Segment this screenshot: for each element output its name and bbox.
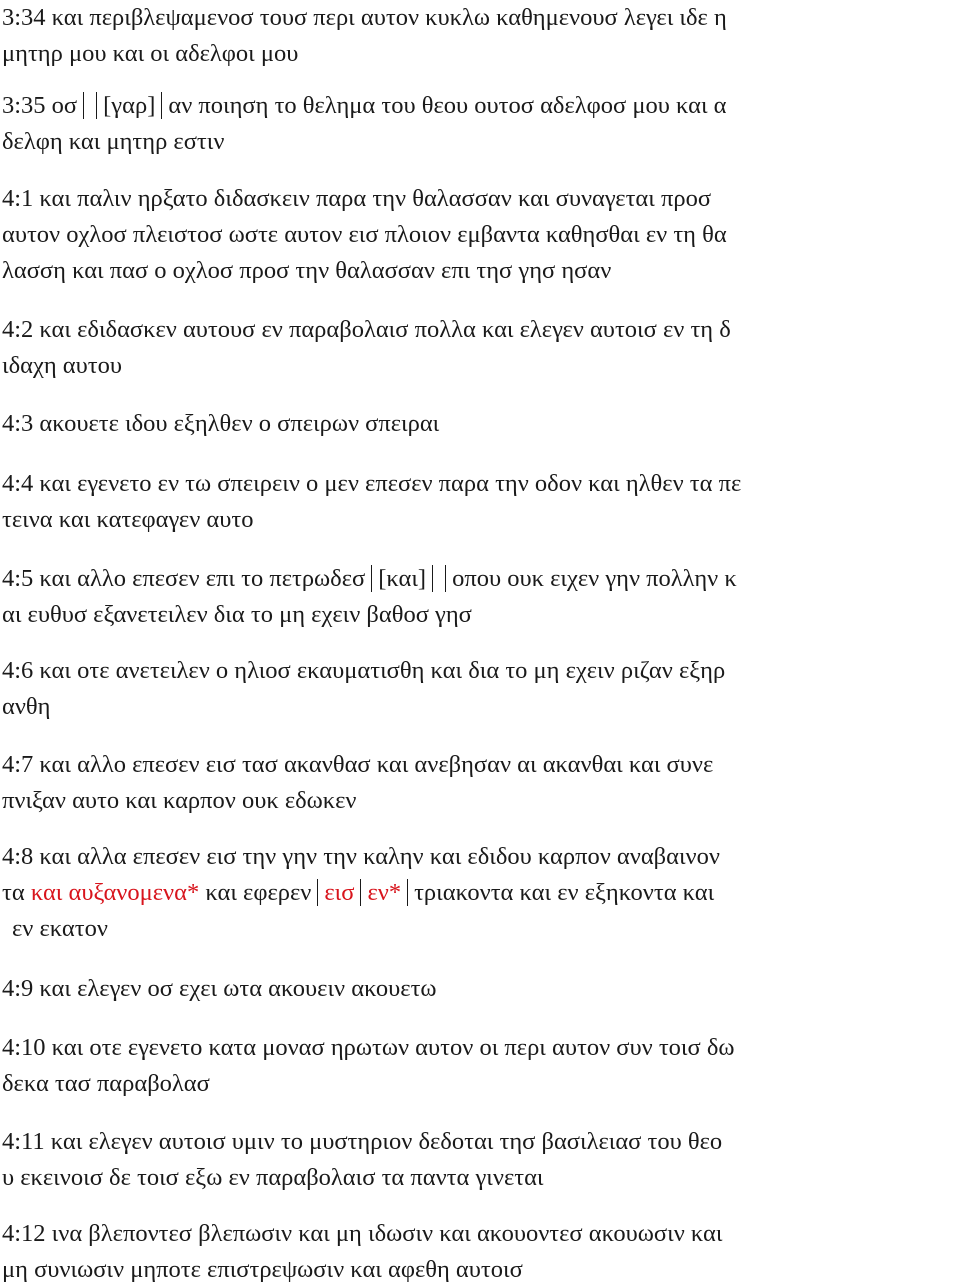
- verse-line: εν εκατον: [12, 915, 108, 942]
- verse-line: 4:12 ινα βλεποντεσ βλεπωσιν και μη ιδωσιν και ακουοντεσ ακουωσιν και: [2, 1220, 723, 1247]
- variant-reading: [και]: [378, 565, 427, 592]
- verse-line: 4:6 και οτε ανετειλεν ο ηλιοσ εκαυματισθη και δια το μη εχειν ριζαν εξηρ: [2, 657, 726, 684]
- verse-line: 4:10 και οτε εγενετο κατα μονασ ηρωτων αυτον οι περι αυτον συν τοισ δω: [2, 1034, 735, 1061]
- verse-4-5: [2, 561, 960, 633]
- verse-text: 3:35 οσ: [2, 92, 78, 119]
- verse-4-9: [2, 971, 960, 1007]
- variant-divider: [432, 565, 433, 592]
- verse-3-35: [2, 88, 960, 160]
- variant-reading: [γαρ]: [103, 92, 156, 119]
- variant-reading-red: εισ: [324, 879, 355, 906]
- verse-line: 4:8 και αλλα επεσεν εισ την γην την καλην και εδιδου καρπον αναβαινον: [2, 843, 720, 870]
- verse-4-8: [2, 839, 960, 947]
- variant-divider: [161, 92, 162, 119]
- verse-line: αυτον οχλοσ πλειστοσ ωστε αυτον εισ πλοιον εμβαντα καθησθαι εν τη θα: [2, 221, 727, 248]
- verse-4-3: [2, 406, 960, 442]
- verse-4-4: [2, 466, 960, 538]
- verse-line: 4:1 και παλιν ηρξατο διδασκειν παρα την θαλασσαν και συναγεται προσ: [2, 185, 712, 212]
- verse-line: [2, 561, 960, 597]
- verse-line: 4:9 και ελεγεν οσ εχει ωτα ακουειν ακουετω: [2, 975, 437, 1002]
- verse-text: και εφερεν: [205, 879, 312, 906]
- verse-line: αι ευθυσ εξανετειλεν δια το μη εχειν βαθοσ γησ: [2, 601, 472, 628]
- verse-3-34: [2, 0, 960, 72]
- verse-line: ανθη: [2, 693, 51, 720]
- verse-4-12: [2, 1216, 960, 1288]
- verse-text: οπου ουκ ειχεν γην πολλην κ: [452, 565, 737, 592]
- verse-line: μητηρ μου και οι αδελφοι μου: [2, 40, 299, 67]
- verse-4-1: [2, 181, 960, 289]
- variant-divider: [371, 565, 372, 592]
- verse-line: πνιξαν αυτο και καρπον ουκ εδωκεν: [2, 787, 357, 814]
- verse-4-7: [2, 747, 960, 819]
- verse-line: τεινα και κατεφαγεν αυτο: [2, 506, 254, 533]
- verse-line: ιδαχη αυτου: [2, 352, 122, 379]
- verse-line: λασση και πασ ο οχλοσ προσ την θαλασσαν επι τησ γησ ησαν: [2, 257, 612, 284]
- verse-line: 4:3 ακουετε ιδου εξηλθεν ο σπειρων σπειραι: [2, 410, 440, 437]
- verse-line: δελφη και μητηρ εστιν: [2, 128, 225, 155]
- verse-text: τριακοντα και εν εξηκοντα και: [414, 879, 715, 906]
- verse-line: 4:4 και εγενετο εν τω σπειρειν ο μεν επεσεν παρα την οδον και ηλθεν τα πε: [2, 470, 742, 497]
- verse-line: 4:2 και εδιδασκεν αυτουσ εν παραβολαισ πολλα και ελεγεν αυτοισ εν τη δ: [2, 316, 731, 343]
- verse-4-2: [2, 312, 960, 384]
- verse-line: 4:11 και ελεγεν αυτοισ υμιν το μυστηριον δεδοται τησ βασιλειασ του θεο: [2, 1128, 723, 1155]
- verse-text: αν ποιηση το θελημα του θεου ουτοσ αδελφοσ μου και α: [168, 92, 727, 119]
- variant-divider: [317, 879, 318, 906]
- variant-reading-red: και αυξανομενα*: [30, 879, 200, 906]
- verse-4-6: [2, 653, 960, 725]
- variant-divider: [407, 879, 408, 906]
- verse-line: 4:7 και αλλο επεσεν εισ τασ ακανθασ και ανεβησαν αι ακανθαι και συνε: [2, 751, 714, 778]
- variant-divider: [96, 92, 97, 119]
- verse-line: [2, 88, 960, 124]
- verse-line: δεκα τασ παραβολασ: [2, 1070, 210, 1097]
- variant-divider: [445, 565, 446, 592]
- verse-text: 4:5 και αλλο επεσεν επι το πετρωδεσ: [2, 565, 366, 592]
- verse-4-11: [2, 1124, 960, 1196]
- variant-reading-red: εν*: [367, 879, 402, 906]
- verse-text: τα: [2, 879, 25, 906]
- verse-line: 3:34 και περιβλεψαμενοσ τουσ περι αυτον κυκλω καθημενουσ λεγει ιδε η: [2, 4, 727, 31]
- verse-line: [2, 875, 960, 911]
- variant-divider: [83, 92, 84, 119]
- verse-line: μη συνιωσιν μηποτε επιστρεψωσιν και αφεθη αυτοισ: [2, 1256, 523, 1283]
- verse-line: υ εκεινοισ δε τοισ εξω εν παραβολαισ τα παντα γινεται: [2, 1164, 544, 1191]
- verse-4-10: [2, 1030, 960, 1102]
- variant-divider: [360, 879, 361, 906]
